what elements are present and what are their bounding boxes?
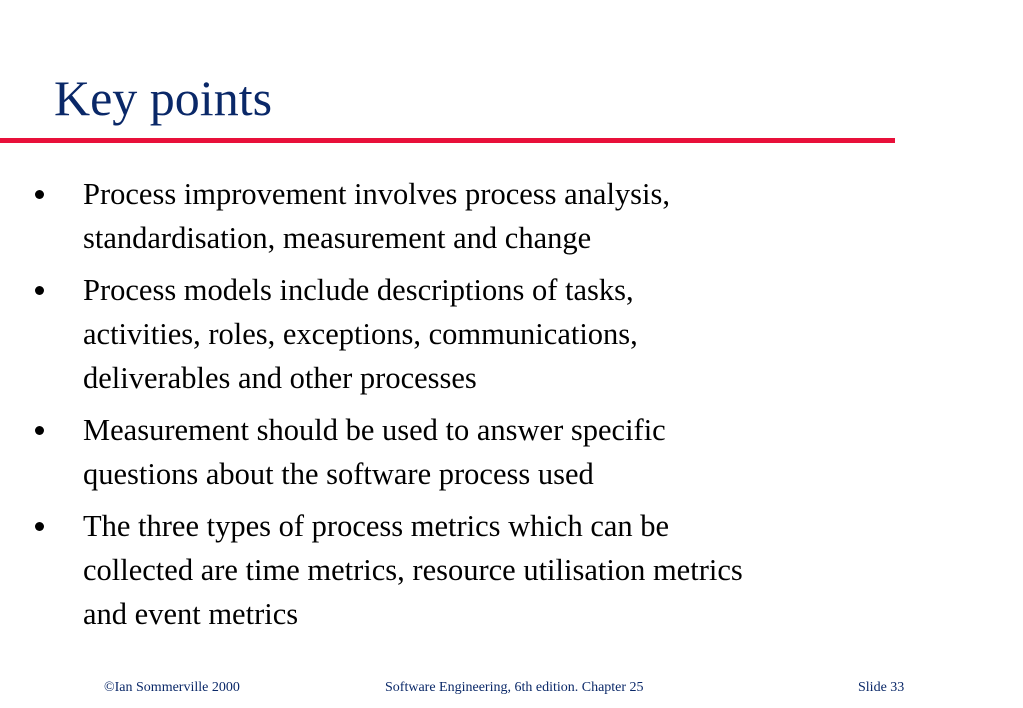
bullet-dot-icon	[35, 286, 44, 295]
bullet-item	[0, 268, 903, 400]
bullet-line: collected are time metrics, resource utilisation metrics	[83, 553, 743, 587]
bullet-line: Process models include descriptions of tasks,	[83, 273, 634, 307]
title-underline-rule	[0, 138, 895, 143]
bullet-item	[0, 408, 903, 496]
bullet-line: The three types of process metrics which can be	[83, 509, 670, 543]
footer-slide-number: Slide 33	[858, 680, 905, 695]
bullet-item	[0, 172, 903, 260]
bullet-dot-icon	[35, 426, 44, 435]
bullet-dot-icon	[35, 190, 44, 199]
bullet-line: Measurement should be used to answer specific	[83, 413, 666, 447]
slide-title: Key points	[54, 70, 273, 126]
footer-book-title: Software Engineering, 6th edition. Chapter 25	[385, 680, 644, 695]
bullet-line: deliverables and other processes	[83, 361, 477, 395]
bullet-list	[0, 172, 903, 644]
footer-copyright: ©Ian Sommerville 2000	[104, 680, 240, 695]
bullet-line: activities, roles, exceptions, communications,	[83, 317, 638, 351]
bullet-line: standardisation, measurement and change	[83, 221, 592, 255]
bullet-item	[0, 504, 903, 636]
bullet-line: Process improvement involves process analysis,	[83, 177, 671, 211]
bullet-line: questions about the software process used	[83, 457, 594, 491]
bullet-line: and event metrics	[83, 597, 299, 631]
bullet-dot-icon	[35, 522, 44, 531]
